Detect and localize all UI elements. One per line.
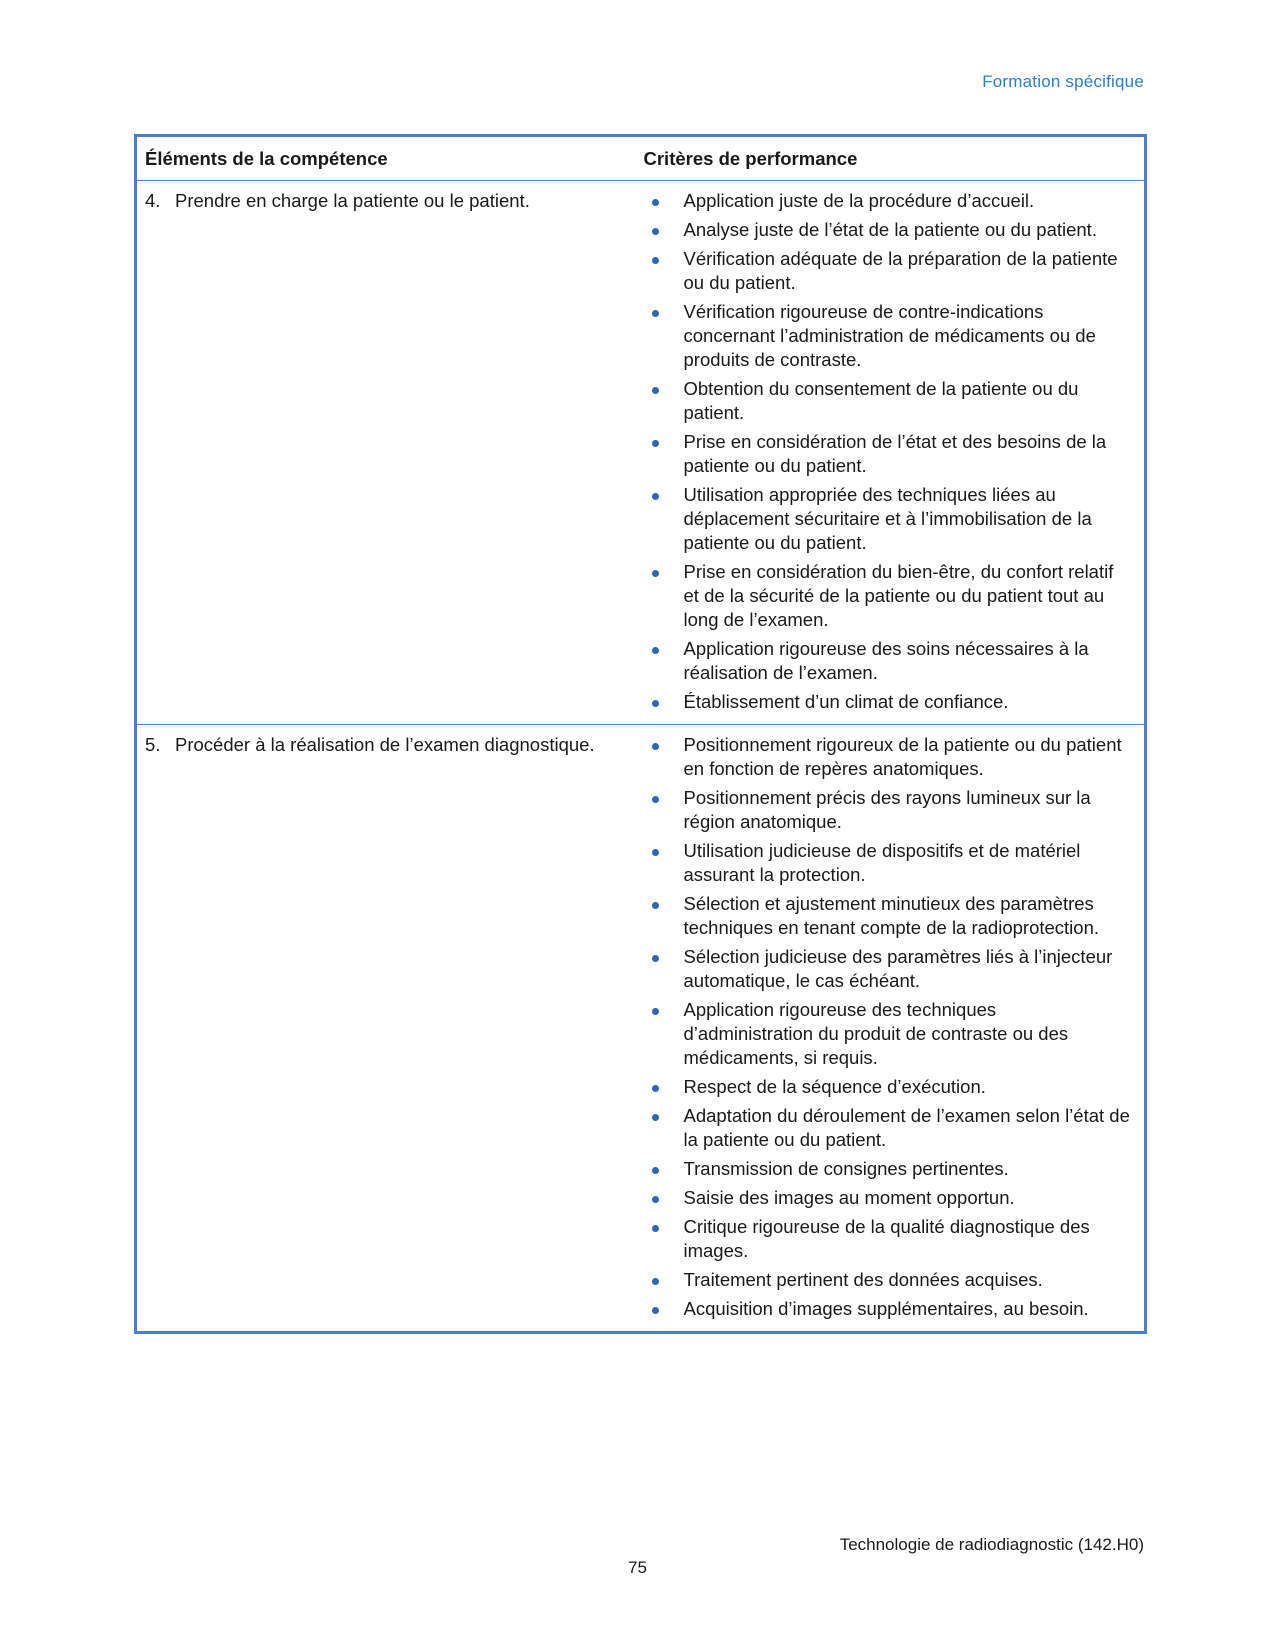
bullet-icon (644, 430, 684, 478)
criteria-text: Application juste de la procédure d’accueil. (683, 190, 1035, 211)
page-header-title: Formation spécifique (982, 72, 1144, 91)
bullet-icon (644, 1186, 684, 1210)
criteria-text: Positionnement précis des rayons lumineux sur la région anatomique. (683, 787, 1091, 832)
bullet-icon (644, 1075, 684, 1099)
bullet-icon (644, 247, 684, 295)
criteria-text: Positionnement rigoureux de la patiente ou du patient en fonction de repères anatomiques. (683, 734, 1122, 779)
criteria-text: Vérification adéquate de la préparation de la patiente ou du patient. (683, 248, 1118, 293)
element-cell (136, 181, 636, 725)
criteria-list-item (644, 1104, 1137, 1152)
bullet-icon (644, 690, 684, 714)
criteria-text: Acquisition d’images supplémentaires, au besoin. (683, 1298, 1089, 1319)
criteria-list-item (644, 733, 1137, 781)
criteria-text: Vérification rigoureuse de contre-indications concernant l’administration de médicaments ou de produits de contraste. (683, 301, 1096, 370)
criteria-list-item (644, 218, 1137, 242)
element-text: Prendre en charge la patiente ou le patient. (175, 190, 530, 211)
criteria-text: Prise en considération du bien-être, du confort relatif et de la sécurité de la patiente ou du patient tout au long de l’examen. (683, 561, 1114, 630)
criteria-list (644, 181, 1137, 724)
criteria-list-item (644, 483, 1137, 555)
column-header-elements: Éléments de la compétence (136, 136, 636, 181)
criteria-text: Application rigoureuse des techniques d’administration du produit de contraste ou des médicaments, si requis. (683, 999, 1069, 1068)
criteria-text: Adaptation du déroulement de l’examen selon l’état de la patiente ou du patient. (683, 1105, 1130, 1150)
bullet-icon (644, 839, 684, 887)
criteria-text: Respect de la séquence d’exécution. (683, 1076, 986, 1097)
bullet-icon (644, 733, 684, 781)
criteria-list-item (644, 1297, 1137, 1321)
criteria-list-item (644, 300, 1137, 372)
criteria-list-item (644, 1186, 1137, 1210)
competence-table (134, 134, 1147, 1334)
element-text: Procéder à la réalisation de l’examen diagnostique. (175, 734, 595, 755)
criteria-list-item (644, 377, 1137, 425)
criteria-text: Critique rigoureuse de la qualité diagnostique des images. (683, 1216, 1090, 1261)
bullet-icon (644, 1157, 684, 1181)
bullet-icon (644, 483, 684, 555)
criteria-text: Saisie des images au moment opportun. (683, 1187, 1015, 1208)
element-cell (136, 725, 636, 1333)
criteria-cell (636, 725, 1146, 1333)
criteria-list-item (644, 1075, 1137, 1099)
column-header-criteria: Critères de performance (636, 136, 1146, 181)
bullet-icon (644, 637, 684, 685)
criteria-list (644, 725, 1137, 1331)
criteria-text: Transmission de consignes pertinentes. (683, 1158, 1009, 1179)
criteria-list-item (644, 189, 1137, 213)
bullet-icon (644, 1104, 684, 1152)
bullet-icon (644, 998, 684, 1070)
bullet-icon (644, 300, 684, 372)
criteria-list-item (644, 839, 1137, 887)
bullet-icon (644, 786, 684, 834)
criteria-text: Analyse juste de l’état de la patiente ou du patient. (683, 219, 1097, 240)
criteria-text: Obtention du consentement de la patiente ou du patient. (683, 378, 1079, 423)
criteria-list-item (644, 637, 1137, 685)
bullet-icon (644, 945, 684, 993)
criteria-cell (636, 181, 1146, 725)
criteria-text: Traitement pertinent des données acquises. (683, 1269, 1043, 1290)
table-row (136, 181, 1146, 725)
criteria-list-item (644, 1157, 1137, 1181)
bullet-icon (644, 1268, 684, 1292)
footer-title: Technologie de radiodiagnostic (142.H0) (839, 1535, 1144, 1554)
element-number: 5. (145, 734, 161, 755)
criteria-text: Sélection judicieuse des paramètres liés à l’injecteur automatique, le cas échéant. (683, 946, 1113, 991)
criteria-list-item (644, 945, 1137, 993)
bullet-icon (644, 189, 684, 213)
page-number: 75 (628, 1558, 647, 1577)
element-number: 4. (145, 190, 161, 211)
criteria-list-item (644, 786, 1137, 834)
criteria-list-item (644, 892, 1137, 940)
bullet-icon (644, 218, 684, 242)
criteria-text: Utilisation appropriée des techniques liées au déplacement sécuritaire et à l’immobilisation de la patiente ou du patient. (683, 484, 1092, 553)
criteria-list-item (644, 998, 1137, 1070)
criteria-text: Utilisation judicieuse de dispositifs et de matériel assurant la protection. (683, 840, 1081, 885)
criteria-list-item (644, 1268, 1137, 1292)
bullet-icon (644, 1297, 684, 1321)
criteria-list-item (644, 560, 1137, 632)
criteria-list-item (644, 1215, 1137, 1263)
criteria-list-item (644, 430, 1137, 478)
table-header-row (136, 136, 1146, 181)
bullet-icon (644, 1215, 684, 1263)
bullet-icon (644, 892, 684, 940)
bullet-icon (644, 377, 684, 425)
criteria-text: Application rigoureuse des soins nécessaires à la réalisation de l’examen. (683, 638, 1089, 683)
criteria-list-item (644, 690, 1137, 714)
criteria-text: Prise en considération de l’état et des besoins de la patiente ou du patient. (683, 431, 1107, 476)
table-row (136, 725, 1146, 1333)
criteria-text: Sélection et ajustement minutieux des paramètres techniques en tenant compte de la radioprotection. (683, 893, 1100, 938)
criteria-list-item (644, 247, 1137, 295)
bullet-icon (644, 560, 684, 632)
criteria-text: Établissement d’un climat de confiance. (683, 691, 1009, 712)
